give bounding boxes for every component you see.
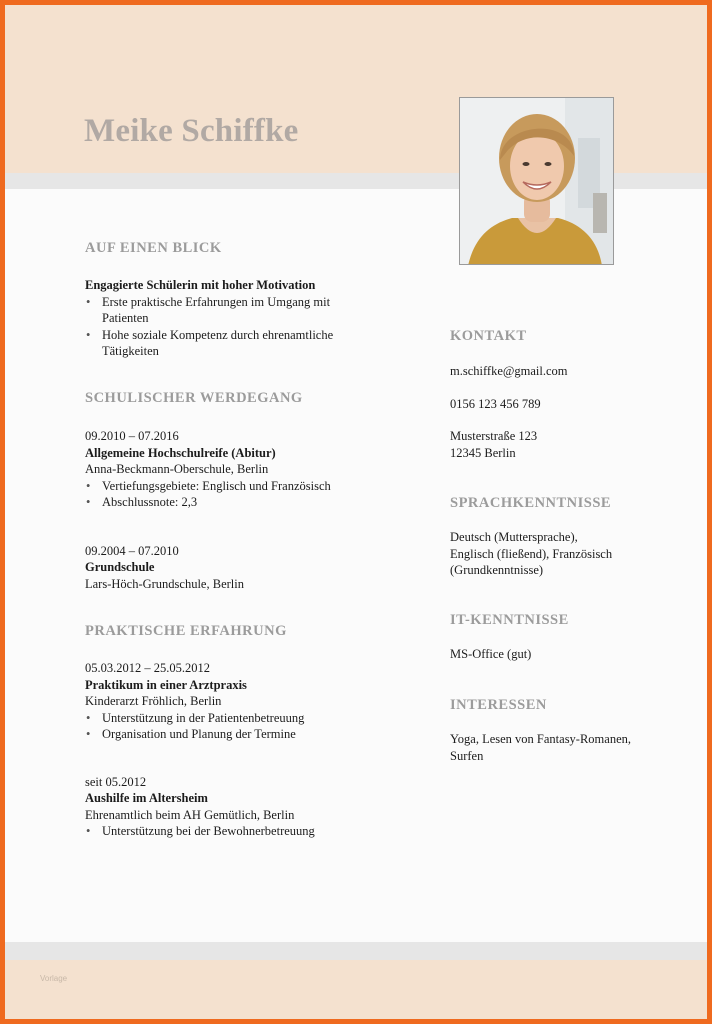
section-interests	[450, 697, 690, 764]
applicant-name: Meike Schiffke	[84, 113, 299, 149]
experience-list	[85, 710, 425, 743]
interests-line: Surfen	[450, 748, 484, 763]
footer-divider-band	[0, 942, 712, 960]
education-list	[85, 478, 425, 511]
section-title-at-a-glance: AUF EINEN BLICK	[85, 240, 222, 256]
section-title-interests: INTERESSEN	[450, 697, 547, 713]
experience-dates: seit 05.2012	[85, 774, 147, 789]
section-title-contact: KONTAKT	[450, 328, 527, 344]
section-contact	[450, 328, 690, 461]
contact-email[interactable]: m.schiffke@gmail.com	[450, 364, 568, 378]
list-item: • Vertiefungsgebiete: Englisch und Französisch	[85, 478, 425, 495]
footer-band	[0, 960, 712, 1024]
section-title-experience: PRAKTISCHE ERFAHRUNG	[85, 623, 287, 639]
education-degree: Allgemeine Hochschulreife (Abitur)	[85, 445, 276, 460]
section-title-it: IT-KENNTNISSE	[450, 612, 569, 628]
experience-role: Praktikum in einer Arztpraxis	[85, 677, 247, 692]
experience-list	[85, 823, 425, 840]
section-title-education: SCHULISCHER WERDEGANG	[85, 390, 303, 406]
section-it	[450, 612, 690, 663]
experience-place: Kinderarzt Fröhlich, Berlin	[85, 694, 222, 708]
section-at-a-glance	[85, 240, 425, 360]
list-item: • Organisation und Planung der Termine	[85, 726, 425, 743]
portrait-photo	[459, 97, 614, 265]
list-item: • Unterstützung in der Patientenbetreuung	[85, 710, 425, 727]
list-item: • Erste praktische Erfahrungen im Umgang mit Patienten	[85, 294, 345, 327]
contact-city: 12345 Berlin	[450, 445, 516, 460]
at-a-glance-list	[85, 294, 345, 360]
contact-phone[interactable]: 0156 123 456 789	[450, 396, 541, 411]
footer-watermark: Vorlage	[40, 974, 68, 983]
experience-dates: 05.03.2012 – 25.05.2012	[85, 661, 210, 675]
section-experience	[85, 623, 425, 840]
section-languages	[450, 495, 690, 579]
education-degree: Grundschule	[85, 560, 155, 574]
section-education	[85, 390, 425, 592]
portrait-illustration	[460, 98, 614, 265]
contact-street: Musterstraße 123	[450, 429, 538, 443]
language-line: Englisch (fließend), Französisch	[450, 546, 613, 561]
it-skills: MS-Office (gut)	[450, 647, 532, 661]
headline: Engagierte Schülerin mit hoher Motivation	[85, 278, 316, 292]
list-item: • Abschlussnote: 2,3	[85, 494, 425, 511]
language-line: (Grundkenntnisse)	[450, 563, 544, 577]
list-item: • Unterstützung bei der Bewohnerbetreuung	[85, 823, 425, 840]
experience-place: Ehrenamtlich beim AH Gemütlich, Berlin	[85, 807, 295, 822]
education-school: Lars-Höch-Grundschule, Berlin	[85, 576, 244, 591]
list-item: • Hohe soziale Kompetenz durch ehrenamtliche Tätigkeiten	[85, 327, 345, 360]
education-dates: 09.2010 – 07.2016	[85, 429, 179, 443]
section-title-languages: SPRACHKENNTNISSE	[450, 495, 612, 511]
interests-line: Yoga, Lesen von Fantasy-Romanen,	[450, 732, 631, 746]
education-dates: 09.2004 – 07.2010	[85, 543, 179, 558]
language-line: Deutsch (Muttersprache),	[450, 530, 578, 544]
experience-role: Aushilfe im Altersheim	[85, 791, 208, 805]
education-school: Anna-Beckmann-Oberschule, Berlin	[85, 462, 269, 476]
